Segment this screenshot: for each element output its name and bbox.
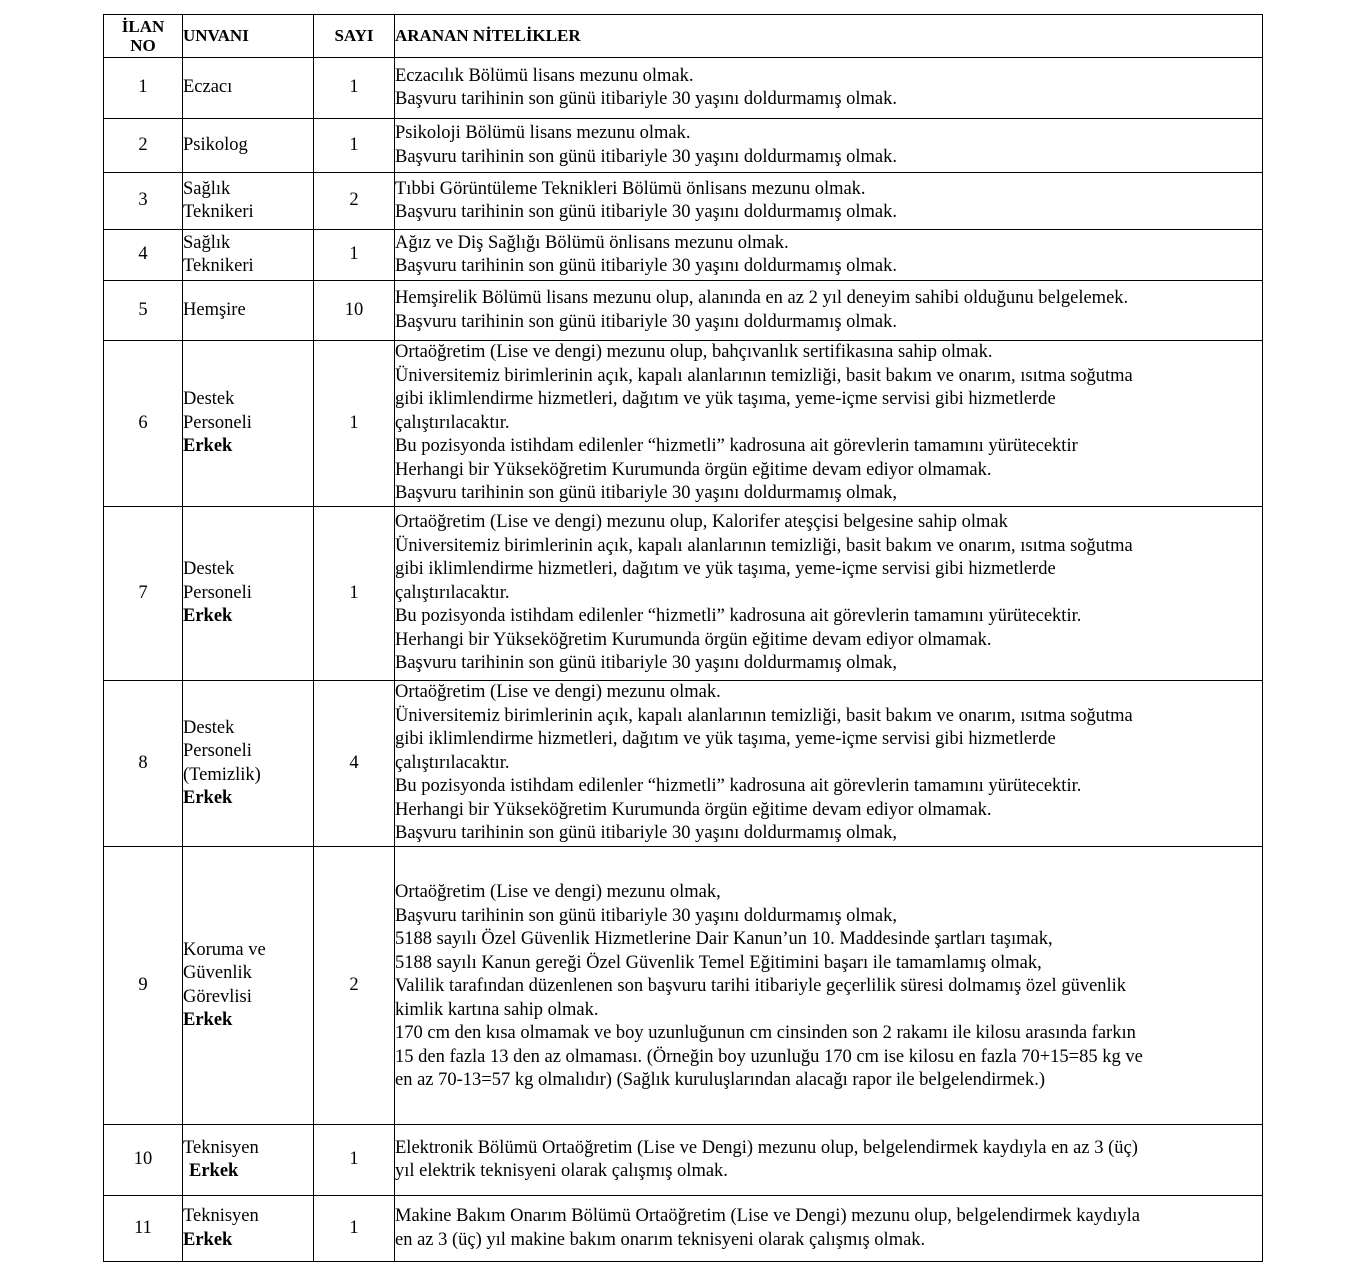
requirement-line: Üniversitemiz birimlerinin açık, kapalı alanlarının temizliği, basit bakım ve onarım, ısıtma soğutma bbox=[395, 365, 1133, 386]
position-title bbox=[183, 119, 314, 173]
position-count: 1 bbox=[314, 230, 395, 281]
posting-no: 11 bbox=[104, 1196, 183, 1262]
posting-no: 5 bbox=[104, 281, 183, 341]
requirements-cell bbox=[395, 1196, 1263, 1262]
requirements-cell bbox=[395, 1125, 1263, 1196]
requirement-line: Eczacılık Bölümü lisans mezunu olmak. bbox=[395, 65, 694, 86]
requirement-line: Bu pozisyonda istihdam edilenler “hizmetli” kadrosuna ait görevlerin tamamını yürütecektir. bbox=[395, 606, 1082, 627]
requirements-cell bbox=[395, 58, 1263, 119]
table-row bbox=[104, 230, 1263, 281]
header-title: UNVANI bbox=[183, 15, 314, 58]
position-title-line: (Temizlik) bbox=[183, 764, 261, 785]
gender-requirement: Erkek bbox=[183, 1229, 233, 1250]
requirement-line: Herhangi bir Yükseköğretim Kurumunda örgün eğitime devam ediyor olmamak. bbox=[395, 629, 992, 650]
posting-no: 3 bbox=[104, 173, 183, 230]
header-count: SAYI bbox=[314, 15, 395, 58]
position-title-line: Personeli bbox=[183, 412, 252, 433]
header-no-line1: İLAN bbox=[121, 17, 165, 36]
posting-no: 8 bbox=[104, 681, 183, 847]
position-title-line: Psikolog bbox=[183, 134, 248, 155]
gender-requirement: Erkek bbox=[183, 788, 233, 808]
position-title-line: Eczacı bbox=[183, 77, 233, 98]
gender-requirement: Erkek bbox=[183, 606, 233, 627]
position-title bbox=[183, 281, 314, 341]
requirement-line: Herhangi bir Yükseköğretim Kurumunda örgün eğitime devam ediyor olmamak. bbox=[395, 459, 992, 480]
requirement-line: Bu pozisyonda istihdam edilenler “hizmetli” kadrosuna ait görevlerin tamamını yürütecektir. bbox=[395, 776, 1082, 797]
position-count: 1 bbox=[314, 341, 395, 507]
requirement-line: Üniversitemiz birimlerinin açık, kapalı alanlarının temizliği, basit bakım ve onarım, ısıtma soğutma bbox=[395, 705, 1133, 726]
requirement-line: Başvuru tarihinin son günü itibariyle 30 yaşını doldurmamış olmak, bbox=[395, 483, 898, 504]
requirement-line: en az 70-13=57 kg olmalıdır) (Sağlık kuruluşlarından alacağı rapor ile belgelendirmek.) bbox=[395, 1070, 1046, 1090]
requirement-line: Ortaöğretim (Lise ve dengi) mezunu olup, Kalorifer ateşçisi belgesine sahip olmak bbox=[395, 512, 1008, 533]
requirement-line: Başvuru tarihinin son günü itibariyle 30 yaşını doldurmamış olmak, bbox=[395, 905, 898, 926]
position-title-line: Destek bbox=[183, 717, 235, 738]
position-title-line: Teknisyen bbox=[183, 1206, 259, 1226]
posting-no: 6 bbox=[104, 341, 183, 507]
gender-requirement: Erkek bbox=[189, 1161, 239, 1181]
position-title-line: Destek bbox=[183, 559, 235, 580]
requirement-line: Herhangi bir Yükseköğretim Kurumunda örgün eğitime devam ediyor olmamak. bbox=[395, 799, 992, 820]
requirements-cell bbox=[395, 119, 1263, 173]
posting-no: 1 bbox=[104, 58, 183, 119]
requirements-cell bbox=[395, 681, 1263, 847]
table-row bbox=[104, 847, 1263, 1125]
header-posting-no bbox=[104, 15, 183, 58]
posting-no: 4 bbox=[104, 230, 183, 281]
requirement-line: Psikoloji Bölümü lisans mezunu olmak. bbox=[395, 123, 691, 143]
position-count: 1 bbox=[314, 1196, 395, 1262]
position-count: 4 bbox=[314, 681, 395, 847]
requirement-line: çalıştırılacaktır. bbox=[395, 582, 510, 603]
table-row bbox=[104, 281, 1263, 341]
position-title-line: Koruma ve bbox=[183, 939, 266, 960]
position-title bbox=[183, 847, 314, 1125]
position-count: 10 bbox=[314, 281, 395, 341]
table-row bbox=[104, 173, 1263, 230]
requirement-line: Başvuru tarihinin son günü itibariyle 30 yaşını doldurmamış olmak. bbox=[395, 256, 898, 276]
position-title-line: Teknikeri bbox=[183, 202, 254, 222]
posting-no: 9 bbox=[104, 847, 183, 1125]
requirement-line: yıl elektrik teknisyeni olarak çalışmış olmak. bbox=[395, 1161, 728, 1181]
requirement-line: 170 cm den kısa olmamak ve boy uzunluğunun cm cinsinden son 2 rakamı ile kilosu arasında farkın bbox=[395, 1023, 1136, 1043]
requirements-cell bbox=[395, 341, 1263, 507]
requirement-line: Başvuru tarihinin son günü itibariyle 30 yaşını doldurmamış olmak. bbox=[395, 202, 898, 222]
gender-requirement: Erkek bbox=[183, 1010, 233, 1030]
position-title bbox=[183, 230, 314, 281]
requirement-line: Ortaöğretim (Lise ve dengi) mezunu olmak. bbox=[395, 682, 721, 703]
gender-requirement: Erkek bbox=[183, 436, 233, 457]
requirement-line: Bu pozisyonda istihdam edilenler “hizmetli” kadrosuna ait görevlerin tamamını yürütecektir bbox=[395, 436, 1078, 457]
position-title bbox=[183, 341, 314, 507]
job-postings-table bbox=[103, 14, 1263, 1262]
position-title-line: Sağlık bbox=[183, 178, 231, 199]
requirement-line: 15 den fazla 13 den az olmaması. (Örneğin boy uzunluğu 170 cm ise kilosu en fazla 70+15=85 kg ve bbox=[395, 1046, 1143, 1067]
requirement-line: gibi iklimlendirme hizmetleri, dağıtım ve yük taşıma, yeme-içme servisi gibi hizmetlerde bbox=[395, 559, 1056, 580]
requirement-line: 5188 sayılı Kanun gereği Özel Güvenlik Temel Eğitimini başarı ile tamamlamış olmak, bbox=[395, 952, 1042, 973]
table-row bbox=[104, 681, 1263, 847]
header-row bbox=[104, 15, 1263, 58]
position-title-line: Destek bbox=[183, 389, 235, 410]
position-title-line: Güvenlik bbox=[183, 963, 252, 983]
posting-no: 10 bbox=[104, 1125, 183, 1196]
table-row bbox=[104, 58, 1263, 119]
position-title-line: Teknisyen bbox=[183, 1137, 259, 1158]
position-title bbox=[183, 58, 314, 119]
requirement-line: gibi iklimlendirme hizmetleri, dağıtım ve yük taşıma, yeme-içme servisi gibi hizmetlerde bbox=[395, 729, 1056, 750]
table-row bbox=[104, 507, 1263, 681]
position-count: 1 bbox=[314, 119, 395, 173]
position-title bbox=[183, 507, 314, 681]
position-title bbox=[183, 173, 314, 230]
position-title-line: Teknikeri bbox=[183, 256, 254, 276]
position-title-line: Personeli bbox=[183, 582, 252, 603]
requirements-cell bbox=[395, 507, 1263, 681]
position-count: 2 bbox=[314, 173, 395, 230]
requirements-cell bbox=[395, 173, 1263, 230]
header-requirements: ARANAN NİTELİKLER bbox=[395, 15, 1263, 58]
requirement-line: Elektronik Bölümü Ortaöğretim (Lise ve Dengi) mezunu olup, belgelendirmek kaydıyla en az 3 (üç) bbox=[395, 1137, 1138, 1158]
requirement-line: Tıbbi Görüntüleme Teknikleri Bölümü önlisans mezunu olmak. bbox=[395, 178, 866, 199]
table-row bbox=[104, 1196, 1263, 1262]
requirement-line: Üniversitemiz birimlerinin açık, kapalı alanlarının temizliği, basit bakım ve onarım, ısıtma soğutma bbox=[395, 535, 1133, 556]
posting-no: 7 bbox=[104, 507, 183, 681]
table-row bbox=[104, 119, 1263, 173]
requirement-line: Ortaöğretim (Lise ve dengi) mezunu olmak, bbox=[395, 882, 721, 902]
requirement-line: Başvuru tarihinin son günü itibariyle 30 yaşını doldurmamış olmak. bbox=[395, 89, 898, 109]
position-title bbox=[183, 681, 314, 847]
requirements-cell bbox=[395, 847, 1263, 1125]
requirement-line: 5188 sayılı Özel Güvenlik Hizmetlerine Dair Kanun’un 10. Maddesinde şartları taşımak, bbox=[395, 929, 1053, 949]
position-title-line: Görevlisi bbox=[183, 986, 252, 1007]
requirement-line: Başvuru tarihinin son günü itibariyle 30 yaşını doldurmamış olmak. bbox=[395, 146, 898, 167]
position-title bbox=[183, 1196, 314, 1262]
position-title-line: Personeli bbox=[183, 741, 252, 761]
requirement-line: en az 3 (üç) yıl makine bakım onarım teknisyeni olarak çalışmış olmak. bbox=[395, 1229, 926, 1250]
position-count: 1 bbox=[314, 58, 395, 119]
requirement-line: gibi iklimlendirme hizmetleri, dağıtım ve yük taşıma, yeme-içme servisi gibi hizmetlerde bbox=[395, 389, 1056, 410]
requirements-cell bbox=[395, 230, 1263, 281]
posting-no: 2 bbox=[104, 119, 183, 173]
requirement-line: Hemşirelik Bölümü lisans mezunu olup, alanında en az 2 yıl deneyim sahibi olduğunu belgelemek. bbox=[395, 288, 1129, 308]
requirement-line: çalıştırılacaktır. bbox=[395, 752, 510, 773]
requirement-line: çalıştırılacaktır. bbox=[395, 412, 510, 433]
requirements-cell bbox=[395, 281, 1263, 341]
requirement-line: Başvuru tarihinin son günü itibariyle 30 yaşını doldurmamış olmak, bbox=[395, 823, 898, 844]
requirement-line: Ortaöğretim (Lise ve dengi) mezunu olup, bahçıvanlık sertifikasına sahip olmak. bbox=[395, 342, 993, 363]
requirement-line: Başvuru tarihinin son günü itibariyle 30 yaşını doldurmamış olmak. bbox=[395, 311, 898, 332]
header-no-line2: NO bbox=[130, 36, 156, 55]
position-title-line: Hemşire bbox=[183, 299, 246, 320]
position-count: 1 bbox=[314, 1125, 395, 1196]
requirement-line: Ağız ve Diş Sağlığı Bölümü önlisans mezunu olmak. bbox=[395, 232, 789, 253]
requirement-line: kimlik kartına sahip olmak. bbox=[395, 999, 599, 1020]
requirement-line: Valilik tarafından düzenlenen son başvuru tarihi itibariyle geçerlilik süresi dolmamış özel güvenlik bbox=[395, 976, 1127, 996]
position-title-line: Sağlık bbox=[183, 232, 231, 253]
position-count: 1 bbox=[314, 507, 395, 681]
position-title bbox=[183, 1125, 314, 1196]
requirement-line: Makine Bakım Onarım Bölümü Ortaöğretim (Lise ve Dengi) mezunu olup, belgelendirmek kaydıyla bbox=[395, 1206, 1140, 1226]
table-row bbox=[104, 1125, 1263, 1196]
position-count: 2 bbox=[314, 847, 395, 1125]
table-row bbox=[104, 341, 1263, 507]
requirement-line: Başvuru tarihinin son günü itibariyle 30 yaşını doldurmamış olmak, bbox=[395, 653, 898, 674]
